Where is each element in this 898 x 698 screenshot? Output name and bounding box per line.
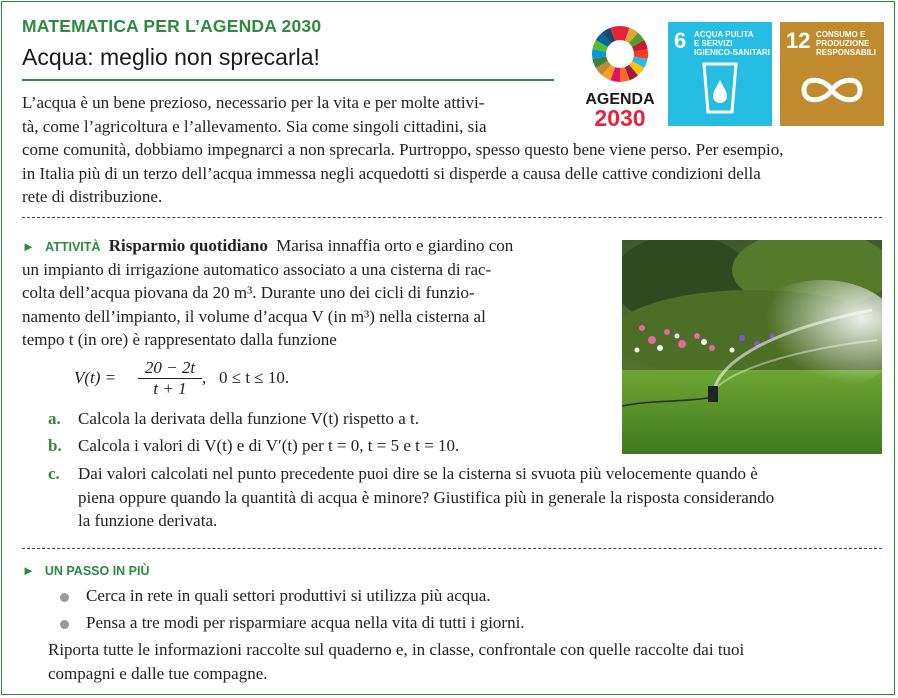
intro-line: in Italia più di un terzo dell’acqua immessa negli acquedotti si disperde a causa delle cattive condizioni della xyxy=(22,163,761,183)
water-glass-icon xyxy=(700,62,740,114)
formula-numerator: 20 − 2t xyxy=(144,358,196,377)
activity-first-line xyxy=(22,234,513,260)
arrow-icon: ► xyxy=(22,239,35,254)
activity-text: Marisa innaffia orto e giardino con xyxy=(276,236,514,255)
closing-text: compagni e dalle tue compagne. xyxy=(48,663,268,683)
title-underline xyxy=(22,79,554,81)
extra-tag: UN PASSO IN PIÙ xyxy=(44,564,150,578)
arrow-icon: ► xyxy=(22,563,35,578)
section-kicker: MATEMATICA PER L’AGENDA 2030 xyxy=(22,16,322,36)
formula-denominator: t + 1 xyxy=(138,378,202,399)
section-divider xyxy=(22,217,882,218)
intro-line: tà, come l’agricoltura e l’allevamento. Sia come singoli cittadini, sia xyxy=(22,116,487,136)
list-item: c. Dai valori calcolati nel punto precedente puoi dire se la cisterna si svuota più velocemente quando è xyxy=(48,464,758,483)
list-item: a. Calcola la derivata della funzione V(t) rispetto a t. xyxy=(48,409,419,428)
activity-text: namento dell’impianto, il volume d’acqua V (in m³) nella cisterna al xyxy=(22,306,486,326)
bullet-item: Cerca in rete in quali settori produttivi si utilizza più acqua. xyxy=(86,586,491,605)
garden-sprinkler-photo xyxy=(622,240,882,454)
sdg12-number: 12 xyxy=(786,28,811,53)
agenda-word: AGENDA xyxy=(585,91,655,108)
intro-line: come comunità, dobbiamo impegnarci a non sprecarla. Purtroppo, spesso questo bene viene perso. Per esempio, xyxy=(22,140,784,159)
sdg-wheel-icon xyxy=(580,20,660,128)
agenda-year: 2030 xyxy=(594,105,646,128)
lesson-box xyxy=(1,1,895,695)
sdg12-label: CONSUMO E PRODUZIONE RESPONSABILI xyxy=(816,30,877,57)
activity-text: un impianto di irrigazione automatico associato a una cisterna di rac- xyxy=(22,259,492,279)
agenda-2030-logo xyxy=(580,20,660,128)
list-item-continuation: la funzione derivata. xyxy=(78,511,218,530)
page-title: Acqua: meglio non sprecarla! xyxy=(22,44,320,70)
bullet-item: Pensa a tre modi per risparmiare acqua nella vita di tutti i giorni. xyxy=(86,613,525,632)
activity-heading: Risparmio quotidiano xyxy=(108,236,268,255)
activity-text: tempo t (in ore) è rappresentato dalla funzione xyxy=(22,330,337,349)
extra-section-heading xyxy=(22,562,150,580)
activity-tag: ATTIVITÀ xyxy=(45,240,101,254)
formula-lhs: V(t) = xyxy=(74,368,117,387)
bullet-icon xyxy=(60,620,69,629)
sdg6-label: ACQUA PULITA E SERVIZI IGIENICO-SANITARI xyxy=(694,30,770,57)
intro-line: L’acqua è un bene prezioso, necessario per la vita e per molte attivi- xyxy=(22,93,485,112)
sdg12-badge xyxy=(780,22,884,126)
bullet-icon xyxy=(60,593,69,602)
list-item: b. Calcola i valori di V(t) e di V′(t) per t = 0, t = 5 e t = 10. xyxy=(48,436,460,455)
formula-fraction xyxy=(138,358,202,399)
sdg6-number: 6 xyxy=(674,28,687,53)
section-divider xyxy=(22,548,882,549)
sdg6-badge xyxy=(668,22,772,126)
activity-text: colta dell’acqua piovana da 20 m³. Durante uno dei cicli di funzio- xyxy=(22,283,475,302)
infinity-icon xyxy=(798,72,866,108)
formula-domain: , 0 ≤ t ≤ 10. xyxy=(202,368,290,387)
list-item-continuation: piena oppure quando la quantità di acqua è minore? Giustifica più in generale la risposta considerando xyxy=(78,487,775,507)
closing-text: Riporta tutte le informazioni raccolte sul quaderno e, in classe, confrontale con quelle raccolte dai tuoi xyxy=(48,640,745,659)
intro-line: rete di distribuzione. xyxy=(22,187,163,206)
